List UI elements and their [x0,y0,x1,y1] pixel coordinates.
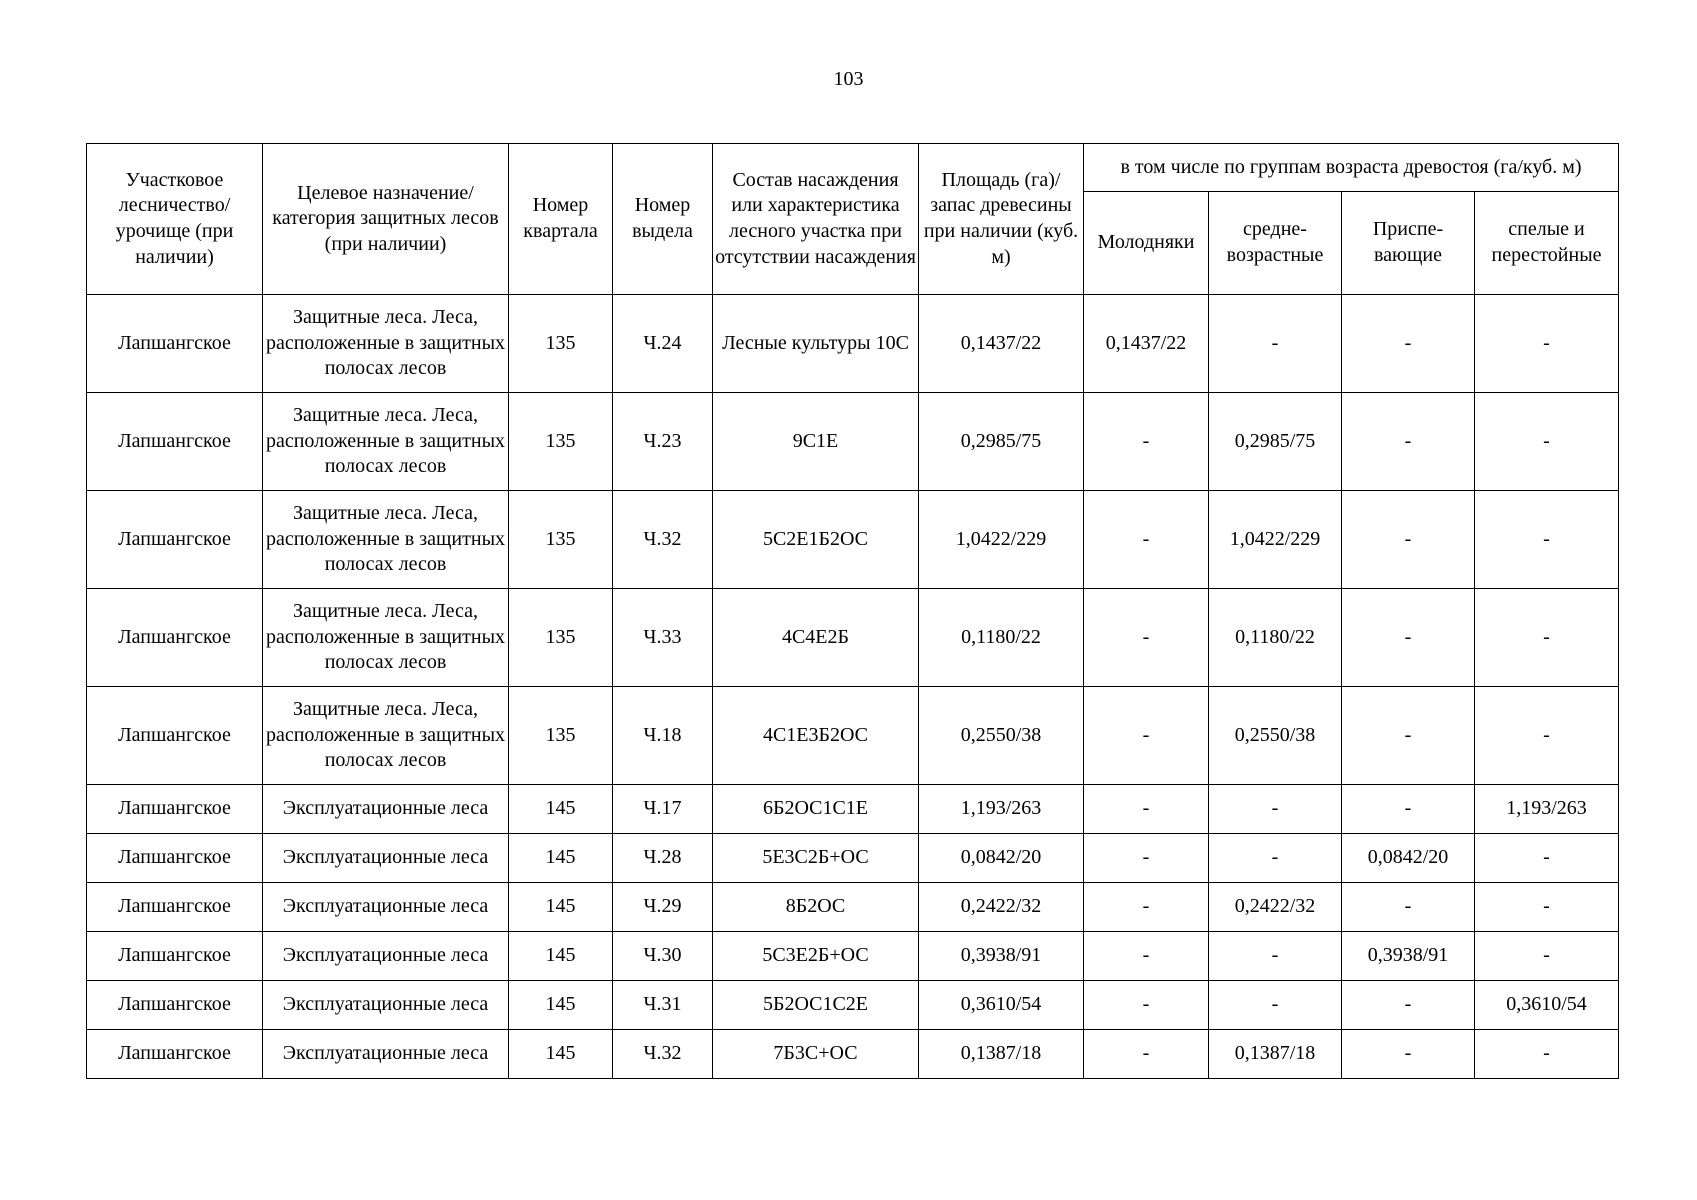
cell-quarter: 145 [509,1030,613,1079]
cell-quarter: 145 [509,834,613,883]
cell-district: Лапшангское [87,295,263,393]
table-row [87,687,1619,785]
cell-district: Лапшангское [87,981,263,1030]
cell-plot: Ч.18 [613,687,713,785]
cell-mature: - [1475,589,1619,687]
cell-area: 0,0842/20 [919,834,1084,883]
cell-maturing: 0,3938/91 [1342,932,1475,981]
cell-maturing: - [1342,687,1475,785]
cell-purpose: Эксплуатационные леса [263,883,509,932]
cell-plot: Ч.29 [613,883,713,932]
header-quarter: Номер квартала [509,144,613,295]
header-age-groups: в том числе по группам возраста древостоя (га/куб. м) [1084,144,1619,192]
cell-purpose: Защитные леса. Леса, расположенные в защитных полосах лесов [263,295,509,393]
cell-plot: Ч.32 [613,1030,713,1079]
table-row [87,932,1619,981]
cell-young: - [1084,393,1209,491]
cell-mature: 1,193/263 [1475,785,1619,834]
cell-composition: Лесные культуры 10С [713,295,919,393]
cell-area: 0,2422/32 [919,883,1084,932]
cell-mature: - [1475,687,1619,785]
cell-area: 0,1387/18 [919,1030,1084,1079]
cell-middle: - [1209,932,1342,981]
cell-young: - [1084,687,1209,785]
cell-mature: - [1475,1030,1619,1079]
cell-middle: - [1209,785,1342,834]
cell-plot: Ч.33 [613,589,713,687]
cell-composition: 9С1Е [713,393,919,491]
table-row [87,834,1619,883]
cell-purpose: Эксплуатационные леса [263,785,509,834]
cell-area: 0,2985/75 [919,393,1084,491]
cell-maturing: - [1342,785,1475,834]
cell-purpose: Эксплуатационные леса [263,834,509,883]
cell-maturing: - [1342,981,1475,1030]
cell-quarter: 135 [509,589,613,687]
cell-mature: - [1475,834,1619,883]
cell-young: - [1084,491,1209,589]
cell-area: 1,0422/229 [919,491,1084,589]
table-row [87,981,1619,1030]
cell-mature: - [1475,393,1619,491]
cell-composition: 5С3Е2Б+ОС [713,932,919,981]
cell-composition: 4С4Е2Б [713,589,919,687]
cell-middle: 1,0422/229 [1209,491,1342,589]
cell-composition: 4С1Е3Б2ОС [713,687,919,785]
cell-quarter: 135 [509,491,613,589]
cell-area: 0,1437/22 [919,295,1084,393]
header-middle: средне-возрастные [1209,192,1342,295]
cell-purpose: Защитные леса. Леса, расположенные в защитных полосах лесов [263,393,509,491]
cell-quarter: 135 [509,393,613,491]
cell-middle: - [1209,834,1342,883]
table-row [87,785,1619,834]
cell-young: - [1084,1030,1209,1079]
header-area: Площадь (га)/ запас древесины при наличии (куб. м) [919,144,1084,295]
cell-district: Лапшангское [87,883,263,932]
cell-district: Лапшангское [87,834,263,883]
table-header [87,144,1619,295]
header-composition: Состав насаждения или характеристика лесного участка при отсутствии насаждения [713,144,919,295]
table-row [87,1030,1619,1079]
cell-middle: 0,1180/22 [1209,589,1342,687]
cell-plot: Ч.30 [613,932,713,981]
cell-district: Лапшангское [87,687,263,785]
header-row-main [87,144,1619,192]
header-mature: спелые и перестойные [1475,192,1619,295]
cell-young: - [1084,834,1209,883]
cell-quarter: 145 [509,883,613,932]
cell-middle: 0,1387/18 [1209,1030,1342,1079]
header-young: Молодняки [1084,192,1209,295]
cell-purpose: Эксплуатационные леса [263,981,509,1030]
cell-district: Лапшангское [87,491,263,589]
cell-maturing: - [1342,295,1475,393]
cell-mature: - [1475,491,1619,589]
cell-mature: - [1475,295,1619,393]
cell-young: - [1084,932,1209,981]
cell-young: - [1084,883,1209,932]
cell-district: Лапшангское [87,785,263,834]
header-maturing: Приспе-вающие [1342,192,1475,295]
cell-composition: 6Б2ОС1С1Е [713,785,919,834]
cell-plot: Ч.23 [613,393,713,491]
cell-purpose: Защитные леса. Леса, расположенные в защитных полосах лесов [263,687,509,785]
cell-middle: 0,2550/38 [1209,687,1342,785]
cell-plot: Ч.31 [613,981,713,1030]
table-row [87,589,1619,687]
cell-composition: 5Б2ОС1С2Е [713,981,919,1030]
cell-quarter: 145 [509,785,613,834]
cell-district: Лапшангское [87,393,263,491]
table-row [87,295,1619,393]
cell-district: Лапшангское [87,589,263,687]
cell-purpose: Эксплуатационные леса [263,932,509,981]
cell-area: 0,2550/38 [919,687,1084,785]
cell-maturing: - [1342,589,1475,687]
cell-composition: 5С2Е1Б2ОС [713,491,919,589]
cell-young: 0,1437/22 [1084,295,1209,393]
page-number: 103 [833,68,864,90]
cell-quarter: 145 [509,981,613,1030]
cell-quarter: 135 [509,295,613,393]
cell-purpose: Защитные леса. Леса, расположенные в защитных полосах лесов [263,589,509,687]
cell-composition: 8Б2ОС [713,883,919,932]
cell-plot: Ч.24 [613,295,713,393]
cell-middle: 0,2422/32 [1209,883,1342,932]
cell-composition: 5Е3С2Б+ОС [713,834,919,883]
cell-middle: - [1209,295,1342,393]
cell-area: 0,3938/91 [919,932,1084,981]
cell-middle: 0,2985/75 [1209,393,1342,491]
cell-maturing: - [1342,491,1475,589]
cell-quarter: 145 [509,932,613,981]
header-district: Участковое лесничество/ урочище (при наличии) [87,144,263,295]
table-row [87,491,1619,589]
cell-maturing: - [1342,1030,1475,1079]
cell-purpose: Защитные леса. Леса, расположенные в защитных полосах лесов [263,491,509,589]
cell-middle: - [1209,981,1342,1030]
table-body [87,295,1619,1079]
header-plot: Номер выдела [613,144,713,295]
table-row [87,883,1619,932]
header-purpose: Целевое назначение/ категория защитных лесов (при наличии) [263,144,509,295]
cell-quarter: 135 [509,687,613,785]
cell-area: 1,193/263 [919,785,1084,834]
cell-plot: Ч.28 [613,834,713,883]
cell-maturing: 0,0842/20 [1342,834,1475,883]
cell-plot: Ч.17 [613,785,713,834]
cell-area: 0,3610/54 [919,981,1084,1030]
cell-young: - [1084,981,1209,1030]
cell-mature: - [1475,932,1619,981]
table-row [87,393,1619,491]
cell-district: Лапшангское [87,1030,263,1079]
cell-plot: Ч.32 [613,491,713,589]
cell-composition: 7Б3С+ОС [713,1030,919,1079]
cell-maturing: - [1342,883,1475,932]
cell-mature: 0,3610/54 [1475,981,1619,1030]
cell-young: - [1084,785,1209,834]
cell-district: Лапшангское [87,932,263,981]
cell-area: 0,1180/22 [919,589,1084,687]
cell-mature: - [1475,883,1619,932]
cell-maturing: - [1342,393,1475,491]
forest-plots-table [86,143,1619,1079]
cell-young: - [1084,589,1209,687]
cell-purpose: Эксплуатационные леса [263,1030,509,1079]
